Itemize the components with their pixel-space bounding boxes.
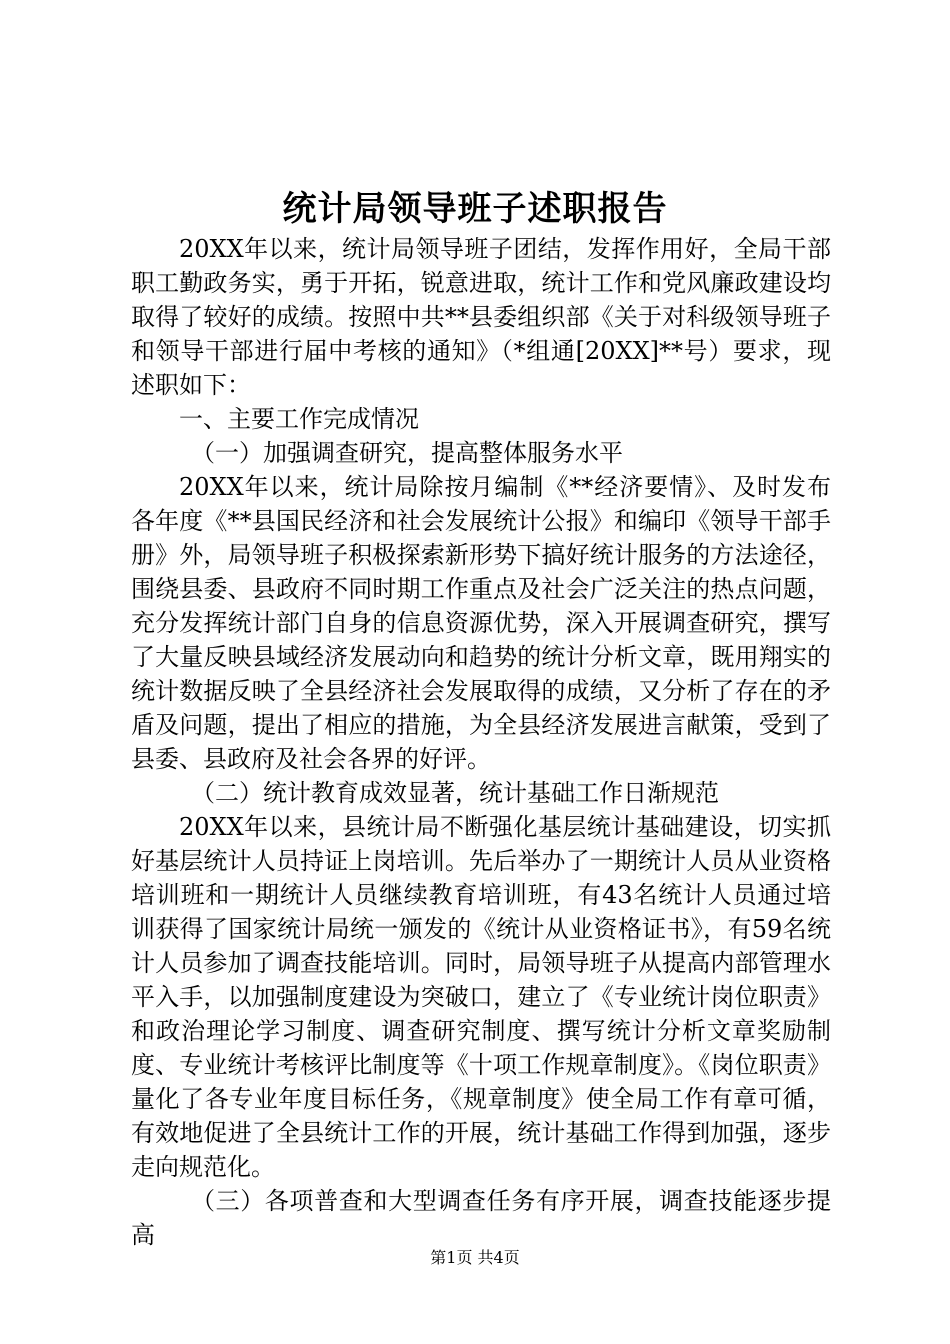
page-footer: 第1页 共4页 <box>430 1248 520 1267</box>
paragraph-education: 20XX年以来，县统计局不断强化基层统计基础建设，切实抓好基层统计人员持证上岗培训。先后举办了一期统计人员从业资格培训班和一期统计人员继续教育培训班，有43名统计人员通过培训获得了国家统计局统一颁发的《统计从业资格证书》，有59名统计人员参加了调查技能培训。同时，局领导班子从提高内部管理水平入手，以加强制度建设为突破口，建立了《专业统计岗位职责》和政治理论学习制度、调查研究制度、撰写统计分析文章奖励制度、专业统计考核评比制度等《十项工作规章制度》。《岗位职责》量化了各专业年度目标任务，《规章制度》使全局工作有章可循，有效地促进了全县统计工作的开展，统计基础工作得到加强，逐步走向规范化。 <box>131 813 831 1181</box>
paragraph-intro: 20XX年以来，统计局领导班子团结，发挥作用好，全局干部职工勤政务实，勇于开拓，锐意进取，统计工作和党风廉政建设均取得了较好的成绩。按照中共**县委组织部《关于对科级领导班子和领导干部进行届中考核的通知》（*组通[20XX]**号）要求，现述职如下： <box>131 235 831 399</box>
subheading-surveys: （三）各项普查和大型调查任务有序开展，调查技能逐步提高 <box>131 1187 831 1249</box>
section-heading-main-work: 一、主要工作完成情况 <box>179 405 419 433</box>
document-title: 统计局领导班子述职报告 <box>282 189 668 229</box>
subheading-research: （一）加强调查研究，提高整体服务水平 <box>191 439 623 467</box>
paragraph-research: 20XX年以来，统计局除按月编制《**经济要情》、及时发布各年度《**县国民经济和社会发展统计公报》和编印《领导干部手册》外，局领导班子积极探索新形势下搞好统计服务的方法途径，围绕县委、县政府不同时期工作重点及社会广泛关注的热点问题，充分发挥统计部门自身的信息资源优势，深入开展调查研究，撰写了大量反映县域经济发展动向和趋势的统计分析文章，既用翔实的统计数据反映了全县经济社会发展取得的成绩，又分析了存在的矛盾及问题，提出了相应的措施，为全县经济发展进言献策，受到了县委、县政府及社会各界的好评。 <box>131 473 831 773</box>
subheading-education: （二）统计教育成效显著，统计基础工作日渐规范 <box>191 779 719 807</box>
document-body <box>131 232 831 1252</box>
